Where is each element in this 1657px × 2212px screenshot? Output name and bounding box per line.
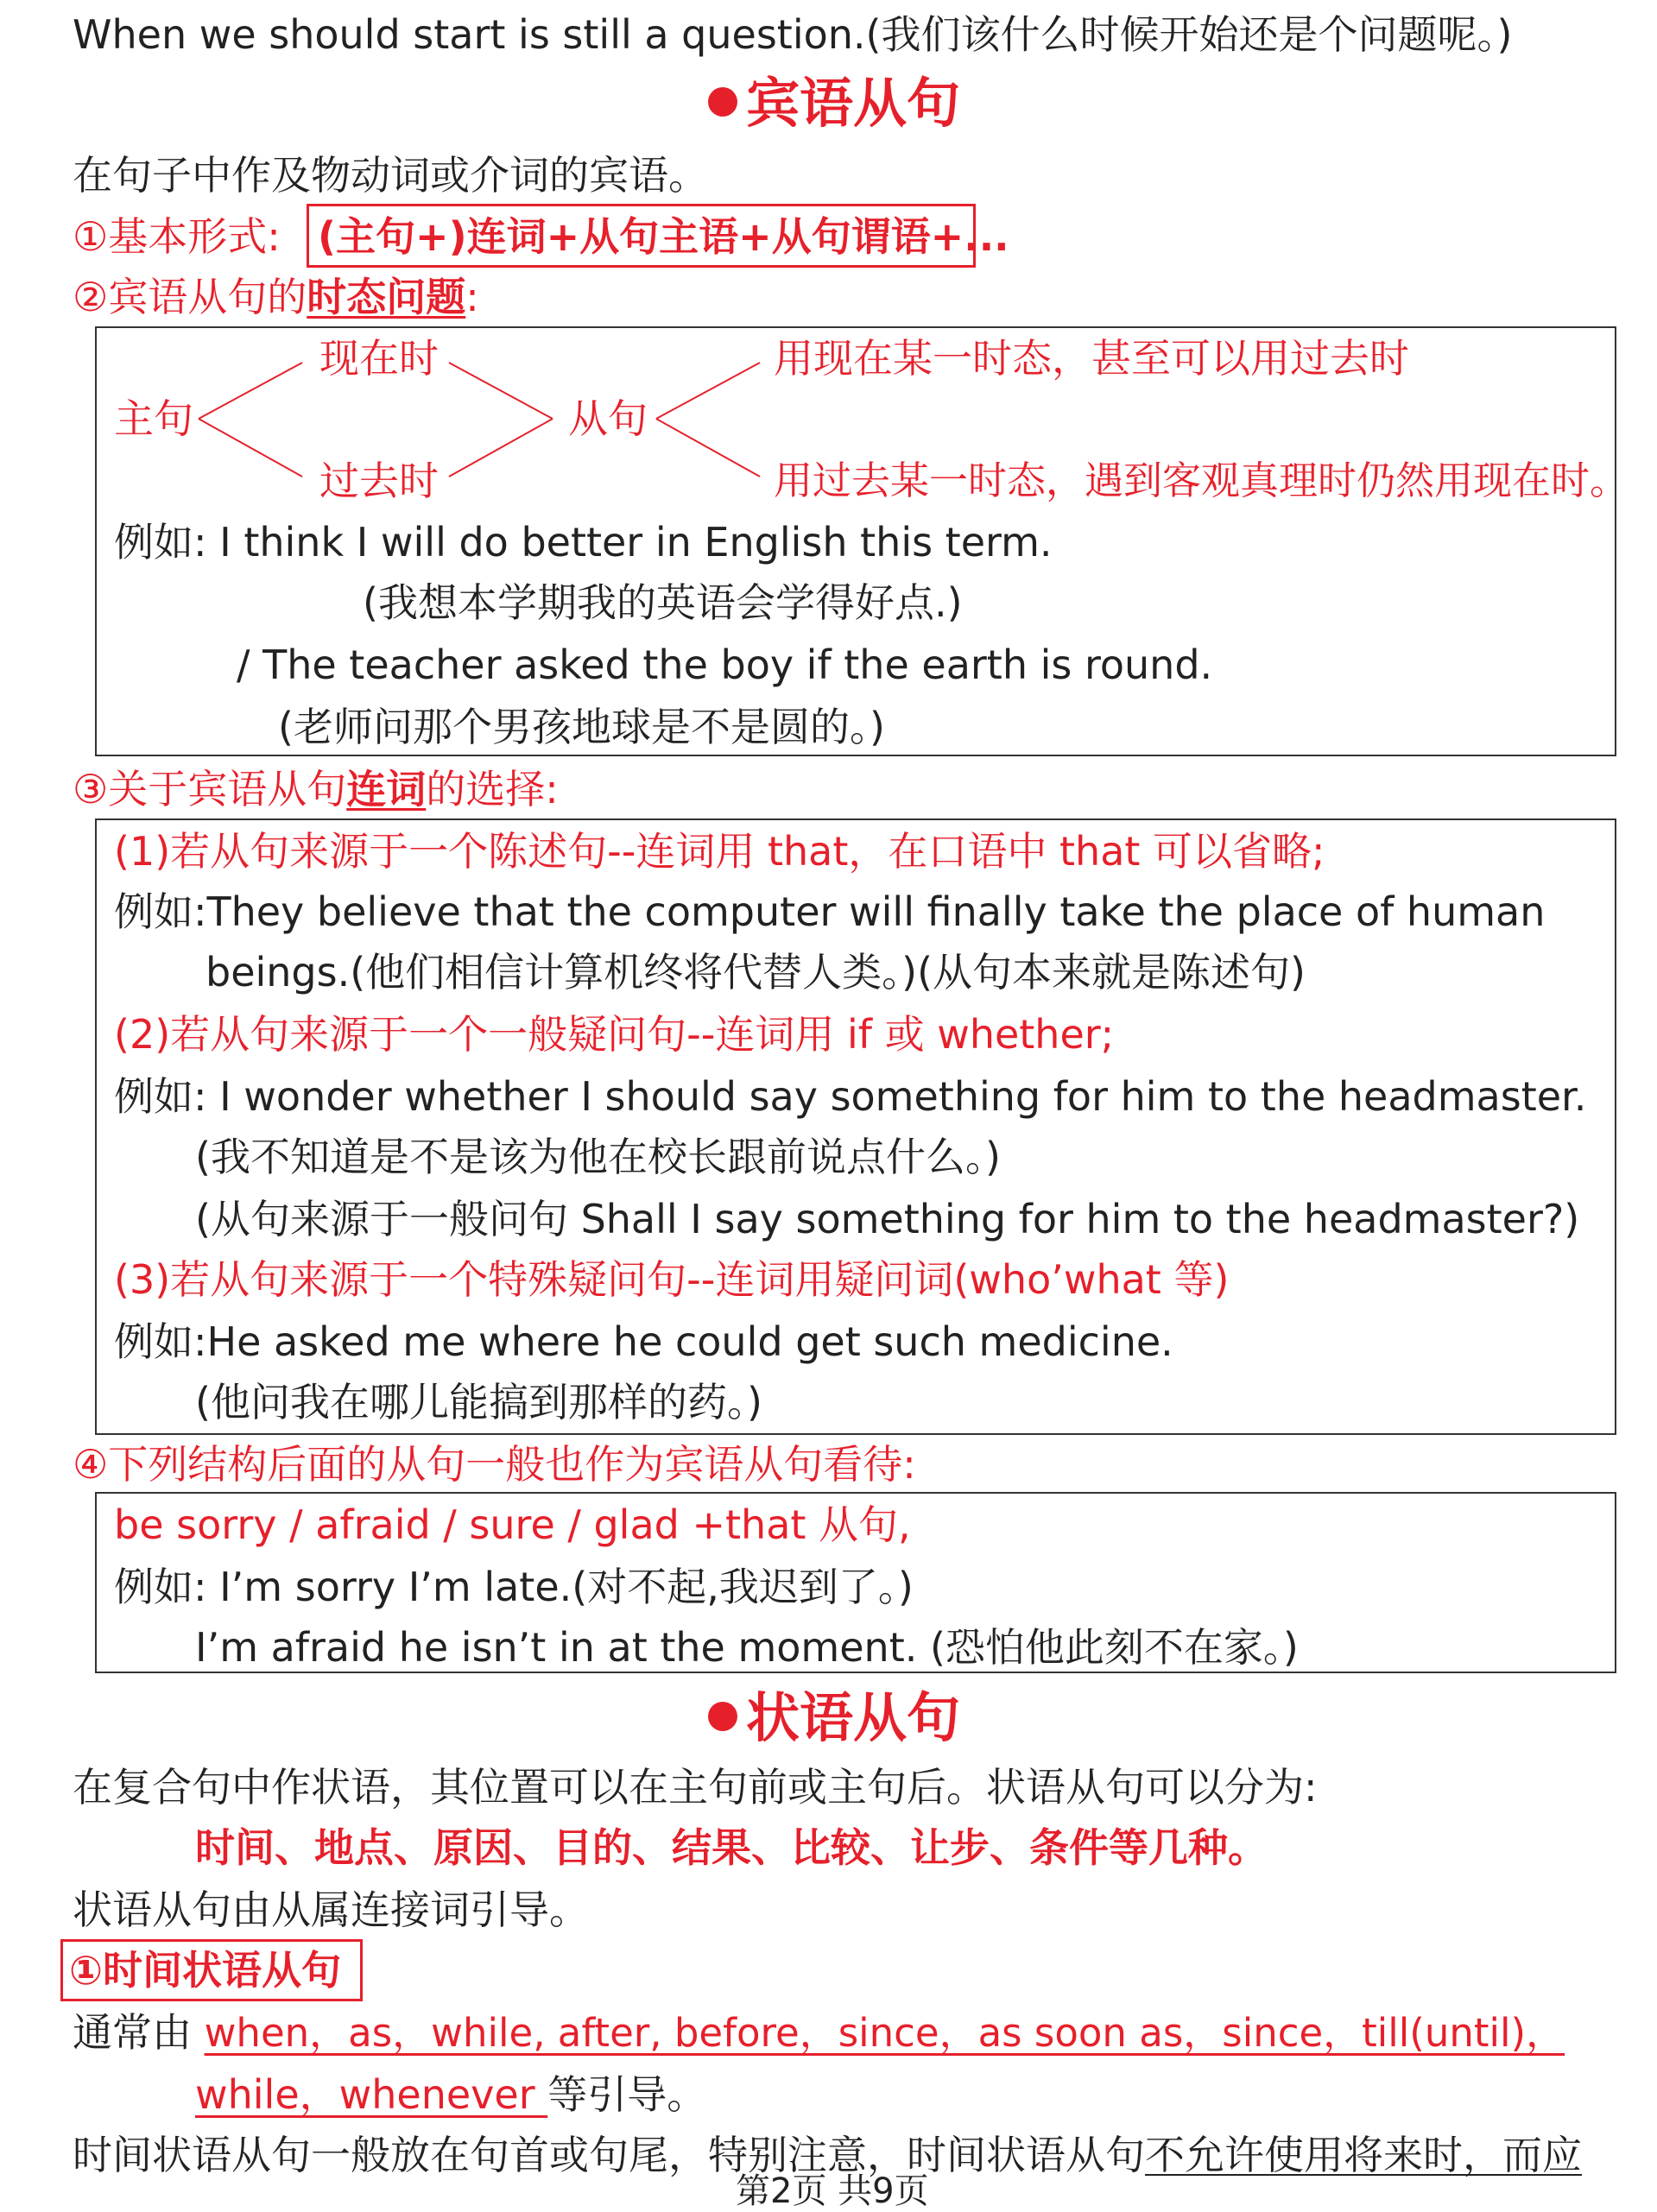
usually-prefix: 通常由 — [73, 2009, 205, 2056]
past-tense-rule: 用过去某一时态，遇到客观真理时仍然用现在时。 — [774, 458, 1629, 503]
rule-1-example-cont: beings.(他们相信计算机终将代替人类。)(从句本来就是陈述句) — [206, 949, 1306, 995]
basic-form-formula: (主句+)连词+从句主语+从句谓语+... — [318, 213, 1009, 260]
rule-2: (2)若从句来源于一个一般疑问句--连词用 if 或 whether; — [114, 1011, 1115, 1058]
present-tense-label: 现在时 — [319, 335, 439, 382]
rule-3-translation: (他问我在哪儿能搞到那样的药。) — [195, 1379, 762, 1425]
adverbial-types: 时间、地点、原因、目的、结果、比较、让步、条件等几种。 — [195, 1824, 1268, 1871]
time-conjunctions-2: while，whenever — [195, 2071, 548, 2118]
present-tense-rule: 用现在某一时态，甚至可以用过去时 — [774, 335, 1409, 382]
adverbial-clause-heading — [708, 1685, 960, 1751]
tense-label-suffix: : — [465, 274, 479, 320]
page-number: 第2页 共9页 — [736, 2171, 929, 2211]
note-emphasis: 不允许使用将来时，而应 — [1145, 2132, 1582, 2178]
conj-label-suffix: 的选择: — [426, 766, 559, 812]
structure-label: ④下列结构后面的从句一般也作为宾语从句看待: — [73, 1441, 916, 1488]
rule-2-translation: (我不知道是不是该为他在校长跟前说点什么。) — [195, 1134, 1001, 1180]
object-clause-definition: 在句子中作及物动词或介词的宾语。 — [73, 152, 708, 199]
sub-clause-label: 从句 — [568, 395, 648, 442]
time-conjunctions-line-1 — [73, 2007, 1565, 2059]
example-1-translation: (我想本学期我的英语会学得好点.) — [363, 579, 963, 626]
conjunction-choice-label — [73, 763, 559, 815]
past-tense-label: 过去时 — [319, 458, 439, 504]
rule-1: (1)若从句来源于一个陈述句--连词用 that，在口语中 that 可以省略; — [114, 828, 1325, 875]
time-conjunctions-line-2 — [195, 2069, 706, 2120]
object-clause-title: 宾语从句 — [746, 72, 961, 135]
example-2: / The teacher asked the boy if the earth is round. — [237, 641, 1213, 688]
conj-label-prefix: ③关于宾语从句 — [73, 766, 347, 812]
structure-example-1: 例如: I’m sorry I’m late.(对不起,我迟到了。) — [114, 1564, 914, 1610]
conjunctions-suffix: 等引导。 — [547, 2071, 707, 2118]
adverbial-intro: 状语从句由从属连接词引导。 — [73, 1887, 589, 1933]
time-clause-label: ①时间状语从句 — [69, 1947, 341, 1994]
intro-sentence: When we should start is still a question.(我们该什么时候开始还是个问题呢。) — [73, 11, 1513, 58]
example-1-text: I think I will do better in English this term. — [219, 519, 1053, 566]
rule-1-example: 例如:They believe that the computer will finally take the place of human — [114, 888, 1546, 935]
rule-2-source: (从句来源于一般问句 Shall I say something for him to the headmaster?) — [195, 1196, 1580, 1242]
basic-form-label: ①基本形式: — [73, 213, 281, 260]
example-1-prefix: 例如: — [114, 519, 220, 566]
structure-rule: be sorry / afraid / sure / glad +that 从句, — [114, 1501, 911, 1548]
rule-3-example: 例如:He asked me where he could get such medicine. — [114, 1318, 1173, 1365]
example-2-translation: (老师问那个男孩地球是不是圆的。) — [278, 704, 885, 750]
adverbial-definition: 在复合句中作状语，其位置可以在主句前或主句后。状语从句可以分为: — [73, 1764, 1318, 1811]
tense-label-emphasis: 时态问题 — [307, 274, 466, 320]
bullet-dot-icon — [708, 1702, 737, 1731]
rule-3: (3)若从句来源于一个特殊疑问句--连词用疑问词(who’what 等) — [114, 1256, 1230, 1303]
tense-label-prefix: ②宾语从句的 — [73, 274, 307, 320]
example-1 — [114, 516, 1053, 568]
structure-example-2: I’m afraid he isn’t in at the moment. (恐怕他此刻不在家。) — [195, 1624, 1299, 1671]
note-prefix: 时间状语从句一般放在句首或句尾，特别注意，时间状语从句 — [73, 2132, 1145, 2178]
conj-label-emphasis: 连词 — [346, 766, 427, 812]
main-clause-label: 主句 — [114, 395, 193, 442]
rule-2-example: 例如: I wonder whether I should say something for him to the headmaster. — [114, 1073, 1587, 1120]
adverbial-clause-title: 状语从句 — [746, 1686, 961, 1749]
time-conjunctions-1: when，as，while, after, before，since，as soon as，since，till(until)， — [204, 2010, 1565, 2056]
